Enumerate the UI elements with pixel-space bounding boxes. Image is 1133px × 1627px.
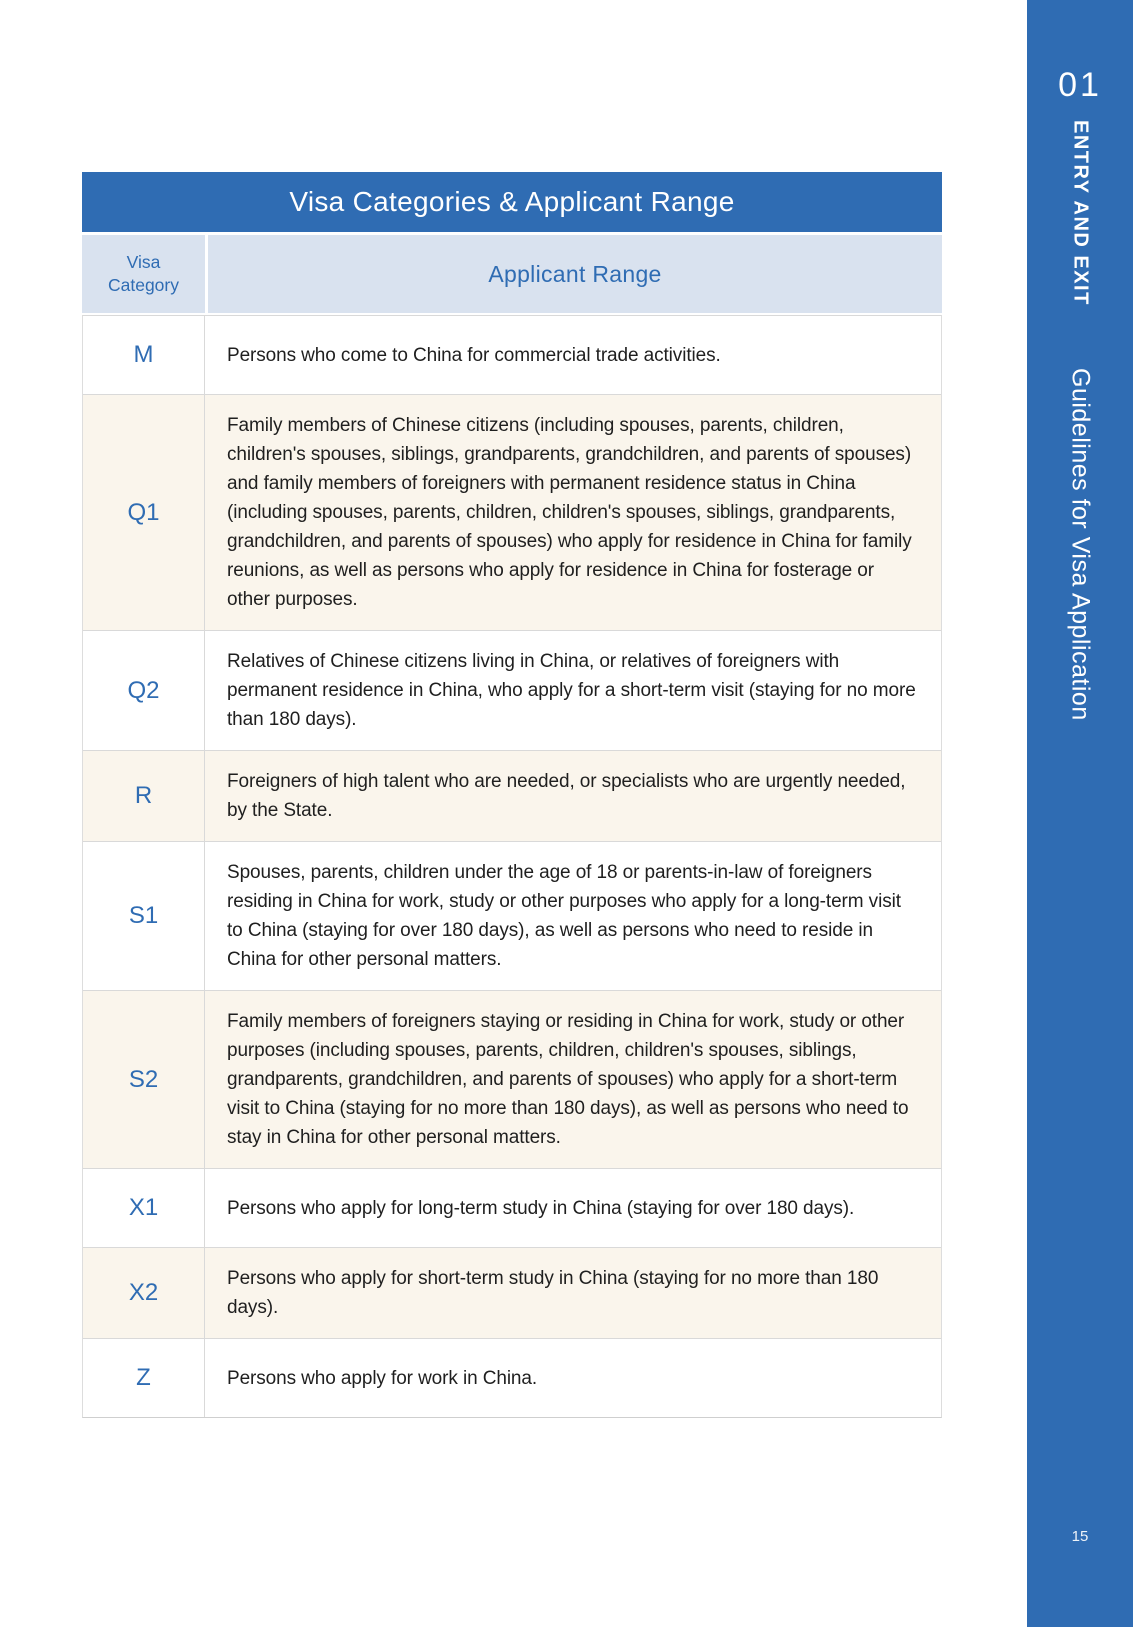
visa-category-cell: S1 [83,842,205,990]
table-row [83,395,941,631]
visa-categories-table [82,172,942,1418]
column-header-visa-category: Visa Category [82,235,205,313]
visa-category-cell: X2 [83,1248,205,1338]
guide-subtitle-vertical: Guidelines for Visa Application [1066,368,1095,721]
applicant-range-cell: Persons who apply for work in China. [227,1367,538,1389]
applicant-range-cell: Foreigners of high talent who are needed, or specialists who are urgently needed, by the State. [227,771,906,821]
applicant-range-cell: Relatives of Chinese citizens living in China, or relatives of foreigners with permanent residence in China, who apply for a short-term visit (staying for no more than 180 days). [227,651,916,730]
applicant-range-cell: Family members of foreigners staying or residing in China for work, study or other purposes (including spouses, parents, children, children's spouses, siblings, grandparents, grandchildren, and parents of spouses) who apply for a short-term visit to China (staying for no more than 180 days), as well as persons who need to stay in China for other personal matters. [227,1011,909,1148]
applicant-range-cell: Persons who apply for long-term study in China (staying for over 180 days). [227,1197,855,1219]
applicant-range-cell: Spouses, parents, children under the age of 18 or parents-in-law of foreigners residing in China for work, study or other purposes who apply for a long-term visit to China (staying for over 180 days), as well as persons who need to reside in China for other personal matters. [227,862,901,970]
visa-category-cell: Q2 [83,631,205,750]
table-column-headers [82,235,942,313]
visa-category-cell: Z [83,1339,205,1417]
page-number: 15 [1071,1528,1089,1545]
table-row [83,1169,941,1248]
visa-category-cell: R [83,751,205,841]
table-row [83,631,941,751]
table-row [83,751,941,842]
visa-category-cell: Q1 [83,395,205,630]
visa-category-cell: M [83,316,205,394]
visa-category-cell: X1 [83,1169,205,1247]
applicant-range-cell: Persons who apply for short-term study in China (staying for no more than 180 days). [227,1268,879,1318]
table-body [82,315,942,1418]
chapter-number: 01 [1058,66,1102,104]
chapter-sidebar [1027,0,1133,1627]
table-row [83,316,941,395]
column-header-applicant-range: Applicant Range [208,235,942,313]
table-row [83,991,941,1169]
table-row [83,842,941,991]
table-row [83,1339,941,1417]
visa-category-cell: S2 [83,991,205,1168]
table-row [83,1248,941,1339]
applicant-range-cell: Family members of Chinese citizens (including spouses, parents, children, children's spouses, siblings, grandparents, grandchildren, and parents of spouses) and family members of foreigners with permanent residence status in China (including spouses, parents, children, children's spouses, siblings, grandparents, grandchildren, and parents of spouses) who apply for residence in China for family reunions, as well as persons who apply for residence in China for fosterage or other purposes. [227,415,912,610]
table-title: Visa Categories & Applicant Range [82,172,942,232]
applicant-range-cell: Persons who come to China for commercial trade activities. [227,344,721,366]
chapter-title-vertical: ENTRY AND EXIT [1069,120,1092,306]
